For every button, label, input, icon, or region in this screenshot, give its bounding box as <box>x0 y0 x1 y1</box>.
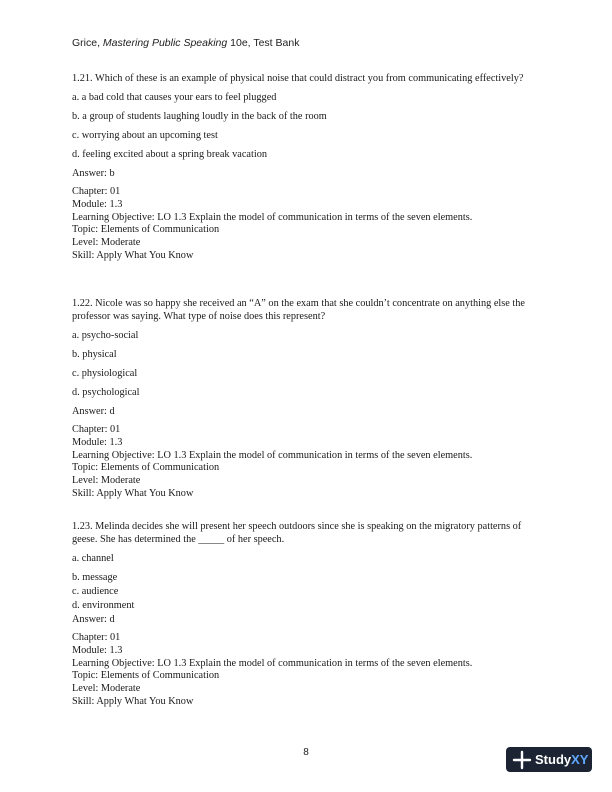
meta-topic: Topic: Elements of Communication <box>72 462 220 474</box>
answer-option-a: a. channel <box>72 553 114 564</box>
meta-chapter: Chapter: 01 <box>72 424 121 435</box>
question-stem: 1.23. Melinda decides she will present her speech outdoors since she is speaking on the migratory patterns of geese. She has determined the _____ of her speech. <box>72 521 522 545</box>
meta-module: Module: 1.3 <box>72 436 123 448</box>
meta-level: Level: Moderate <box>72 475 141 487</box>
header-edition: 10e, Test Bank <box>227 37 300 49</box>
meta-module: Module: 1.3 <box>72 644 123 656</box>
meta-learning-objective: Learning Objective: LO 1.3 Explain the model of communication in terms of the seven elements. <box>72 449 473 461</box>
answer-option-a: a. psycho-social <box>72 330 139 341</box>
question-stem: 1.21. Which of these is an example of physical noise that could distract you from communicating effectively? <box>72 73 524 84</box>
meta-skill: Skill: Apply What You Know <box>72 487 194 499</box>
answer-key: Answer: b <box>72 168 115 179</box>
meta-chapter: Chapter: 01 <box>72 632 121 643</box>
meta-level: Level: Moderate <box>72 683 141 695</box>
question-1-22 <box>72 297 542 501</box>
meta-learning-objective: Learning Objective: LO 1.3 Explain the model of communication in terms of the seven elements. <box>72 657 473 669</box>
meta-module: Module: 1.3 <box>72 198 123 210</box>
answer-option-d: d. environment <box>72 600 135 611</box>
question-stem: 1.22. Nicole was so happy she received an “A” on the exam that she couldn’t concentrate on anything else the professor was saying. What type of noise does this represent? <box>72 298 526 322</box>
answer-option-d: d. feeling excited about a spring break vacation <box>72 149 267 160</box>
badge-brand-accent: XY <box>571 752 589 767</box>
header-book-title: Mastering Public Speaking <box>102 37 228 49</box>
answer-option-c: c. worrying about an upcoming test <box>72 130 218 141</box>
answer-key: Answer: d <box>72 406 115 417</box>
answer-option-b: b. message <box>72 572 118 583</box>
question-1-23 <box>72 520 542 709</box>
answer-option-d: d. psychological <box>72 387 140 398</box>
meta-learning-objective: Learning Objective: LO 1.3 Explain the model of communication in terms of the seven elements. <box>72 211 473 223</box>
answer-option-c: c. audience <box>72 586 119 597</box>
answer-key: Answer: d <box>72 614 115 625</box>
question-1-21 <box>72 72 542 263</box>
meta-chapter: Chapter: 01 <box>72 186 121 197</box>
plus-icon <box>512 750 532 770</box>
question-metadata <box>72 424 542 501</box>
meta-level: Level: Moderate <box>72 237 141 249</box>
studyxy-badge[interactable] <box>506 747 592 772</box>
question-metadata <box>72 186 542 263</box>
answer-option-a: a. a bad cold that causes your ears to feel plugged <box>72 92 277 103</box>
badge-brand-text: Study <box>535 752 572 767</box>
page-number: 8 <box>303 747 309 758</box>
meta-topic: Topic: Elements of Communication <box>72 670 220 682</box>
meta-skill: Skill: Apply What You Know <box>72 249 194 261</box>
meta-skill: Skill: Apply What You Know <box>72 695 194 707</box>
question-metadata <box>72 632 542 709</box>
answer-option-c: c. physiological <box>72 368 138 379</box>
header-author: Grice, <box>72 37 103 49</box>
meta-topic: Topic: Elements of Communication <box>72 224 220 236</box>
answer-option-b: b. physical <box>72 349 117 360</box>
page-header <box>72 37 299 49</box>
answer-option-b: b. a group of students laughing loudly in the back of the room <box>72 111 327 122</box>
